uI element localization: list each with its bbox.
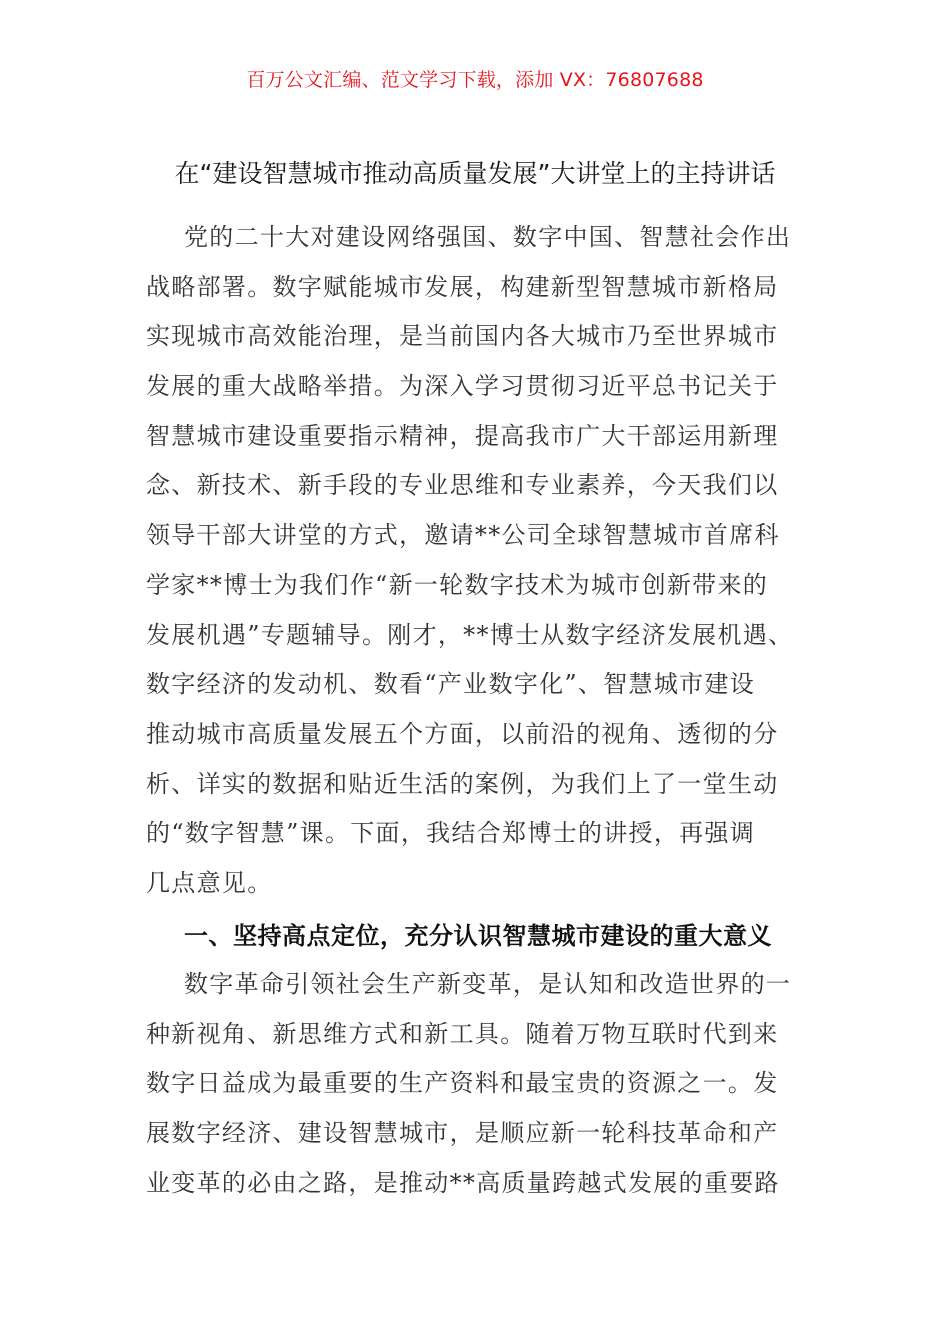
paragraph-line: 数字日益成为最重要的生产资料和最宝贵的资源之一。发: [146, 1069, 779, 1098]
paragraph-line: 推动城市高质量发展五个方面，以前沿的视角、透彻的分: [146, 719, 779, 748]
paragraph-section-1: [146, 960, 810, 1208]
paragraph-intro: [146, 213, 810, 909]
paragraph-line: 数字经济的发动机、数看“产业数字化”、智慧城市建设: [146, 670, 756, 699]
paragraph-line: 析、详实的数据和贴近生活的案例，为我们上了一堂生动: [146, 769, 779, 798]
paragraph-line: 领导干部大讲堂的方式，邀请**公司全球智慧城市首席科: [146, 521, 780, 550]
header-note: 百万公文汇编、范文学习下载，添加 VX：76807688: [246, 69, 704, 91]
paragraph-line: 的“数字智慧”课。下面，我结合郑博士的讲授，再强调: [146, 819, 756, 848]
paragraph-line: 数字革命引领社会生产新变革，是认知和改造世界的一: [184, 970, 792, 998]
paragraph-line: 实现城市高效能治理，是当前国内各大城市乃至世界城市: [146, 322, 779, 351]
paragraph-line: 业变革的必由之路，是推动**高质量跨越式发展的重要路: [146, 1168, 780, 1197]
paragraph-line: 几点意见。: [146, 868, 273, 897]
paragraph-line: 展数字经济、建设智慧城市，是顺应新一轮科技革命和产: [146, 1119, 779, 1148]
paragraph-line: 发展机遇”专题辅导。刚才，**博士从数字经济发展机遇、: [146, 620, 794, 649]
paragraph-line: 种新视角、新思维方式和新工具。随着万物互联时代到来: [146, 1019, 779, 1048]
section-heading-1: 一、坚持高点定位，充分认识智慧城市建设的重大意义: [184, 921, 772, 950]
page-title: 在“建设智慧城市推动高质量发展”大讲堂上的主持讲话: [174, 159, 776, 188]
paragraph-line: 党的二十大对建设网络强国、数字中国、智慧社会作出: [184, 223, 792, 251]
paragraph-line: 战略部署。数字赋能城市发展，构建新型智慧城市新格局: [146, 272, 779, 301]
paragraph-line: 念、新技术、新手段的专业思维和专业素养，今天我们以: [146, 471, 779, 500]
paragraph-line: 智慧城市建设重要指示精神，提高我市广大干部运用新理: [146, 421, 779, 450]
paragraph-line: 发展的重大战略举措。为深入学习贯彻习近平总书记关于: [146, 372, 779, 401]
paragraph-line: 学家**博士为我们作“新一轮数字技术为城市创新带来的: [146, 570, 769, 599]
